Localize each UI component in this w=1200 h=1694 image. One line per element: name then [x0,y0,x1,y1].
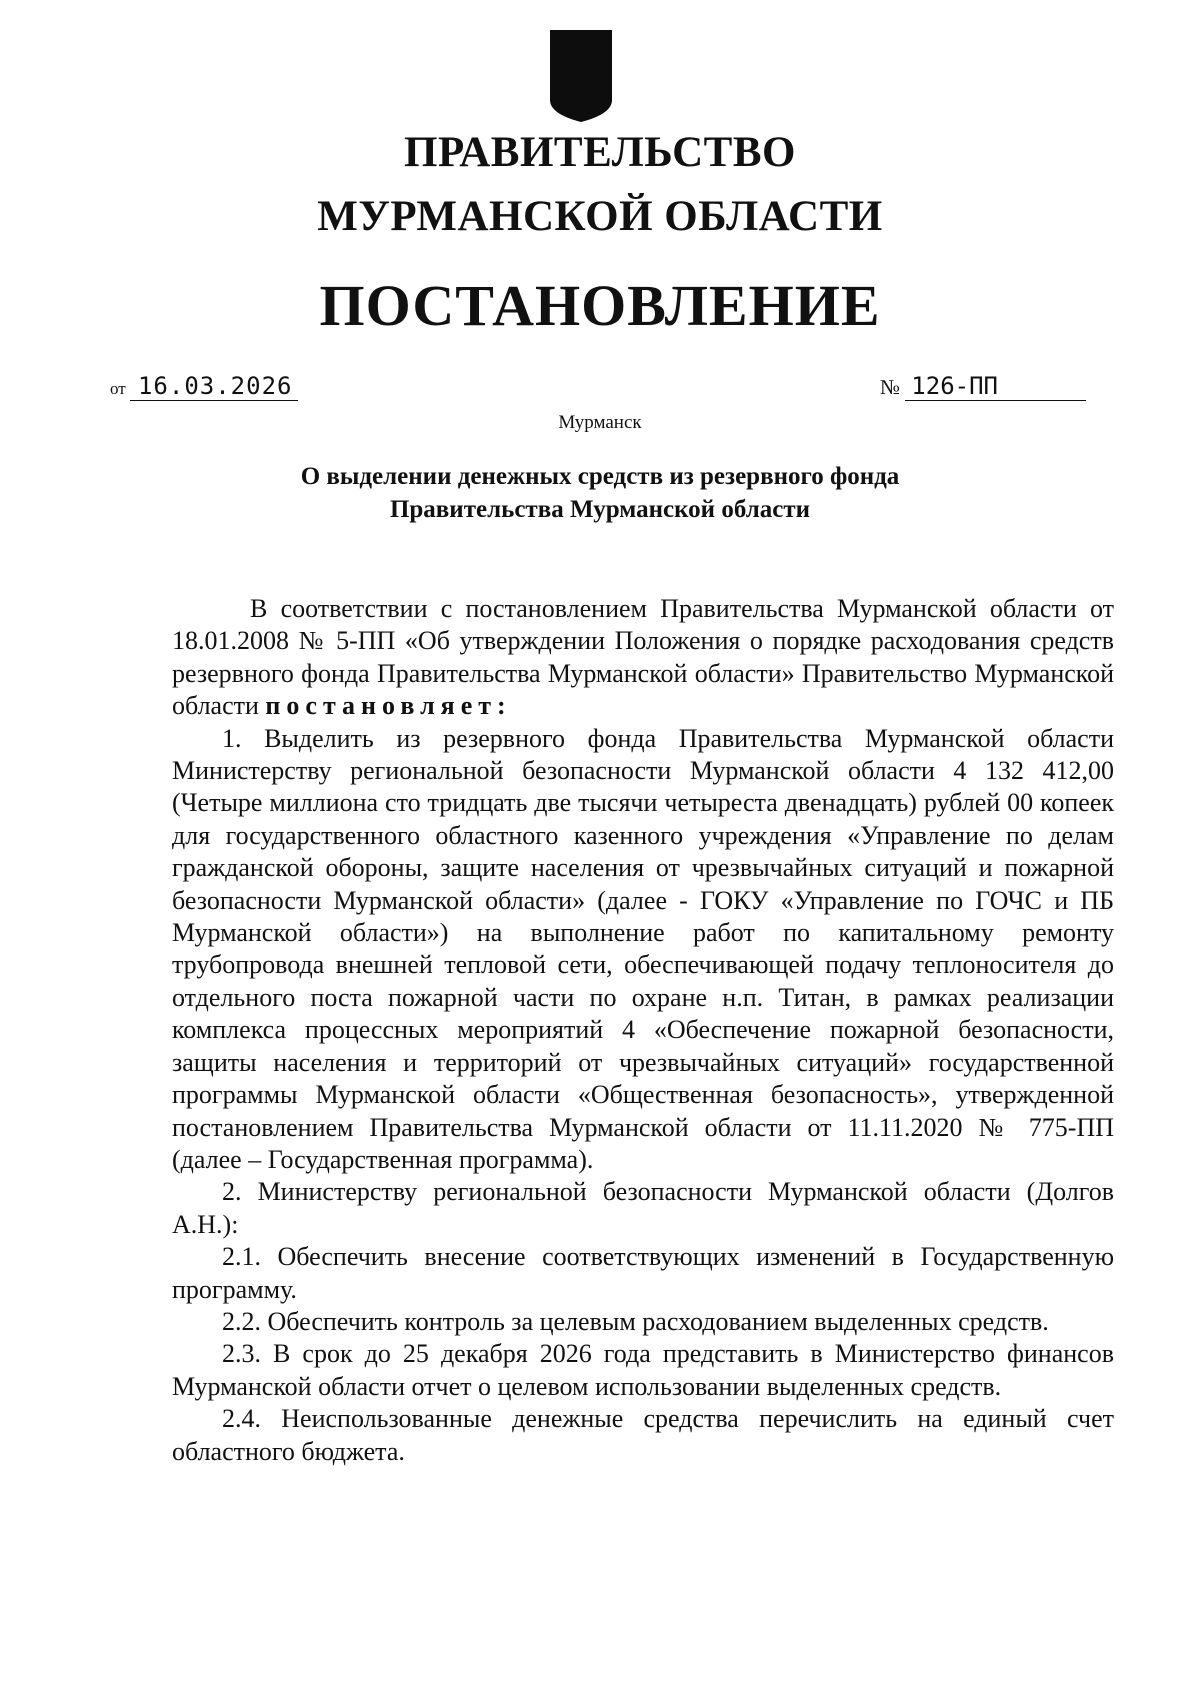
intro-paragraph [172,593,1114,723]
coat-of-arms-emblem [550,30,612,122]
subject-line2: Правительства Мурманской области [389,496,811,523]
date-field [110,372,298,401]
item-2-2: 2.2. Обеспечить контроль за целевым расходованием выделенных средств. [222,1306,1049,1336]
intro-text: В соответствии с постановлением Правительства Мурманской области от 18.01.2008 № 5-ПП «Об утверждении Положения о порядке расходования средств резервного фонда Правительства Мурманской области» Правительство Мурманской области [172,594,1114,721]
item-2-4: 2.4. Неиспользованные денежные средства перечислить на единый счет областного бюджета. [172,1404,1114,1466]
org-title-line2: МУРМАНСКОЙ ОБЛАСТИ [317,193,883,240]
number-field [880,372,1086,401]
number-prefix: № [880,375,901,399]
item-2-1: 2.1. Обеспечить внесение соответствующих изменений в Государственную программу. [172,1242,1114,1304]
document-type-title: ПОСТАНОВЛЕНИЕ [319,273,881,338]
org-title-line1: ПРАВИТЕЛЬСТВО [404,129,796,176]
date-value: 16.03.2026 [130,372,298,401]
document-body [172,593,1114,1468]
document-subject [200,460,1000,526]
number-value: 126-ПП [905,372,1086,401]
item-1: 1. Выделить из резервного фонда Правительства Мурманской области Министерству региональной безопасности Мурманской области 4 132 412,00 (Четыре миллиона сто тридцать две тысячи четыреста двенадцать) рублей 00 копеек для государственного областного казенного учреждения «Управление по делам гражданской обороны, защите населения от чрезвычайных ситуаций и пожарной безопасности Мурманской области» (далее - ГОКУ «Управление по ГОЧС и ПБ Мурманской области») на выполнение работ по капитальному ремонту трубопровода внешней тепловой сети, обеспечивающей подачу теплоносителя до отдельного поста пожарной части по охране н.п. Титан, в рамках реализации комплекса процессных мероприятий 4 «Обеспечение пожарной безопасности, защиты населения и территорий от чрезвычайных ситуаций» государственной программы Мурманской области «Общественная безопасность», утвержденной постановлением Правительства Мурманской области от 11.11.2020 № 775-ПП (далее – Государственная программа). [172,723,1114,1174]
date-prefix: от [110,379,126,398]
item-2-3: 2.3. В срок до 25 декабря 2026 года представить в Министерство финансов Мурманской области отчет о целевом использовании выделенных средств. [172,1339,1114,1401]
item-2: 2. Министерству региональной безопасности Мурманской области (Долгов А.Н.): [172,1177,1114,1239]
subject-line1: О выделении денежных средств из резервного фонда [300,463,900,490]
decree-word: постановляет: [265,691,512,721]
city-name: Мурманск [558,412,642,433]
